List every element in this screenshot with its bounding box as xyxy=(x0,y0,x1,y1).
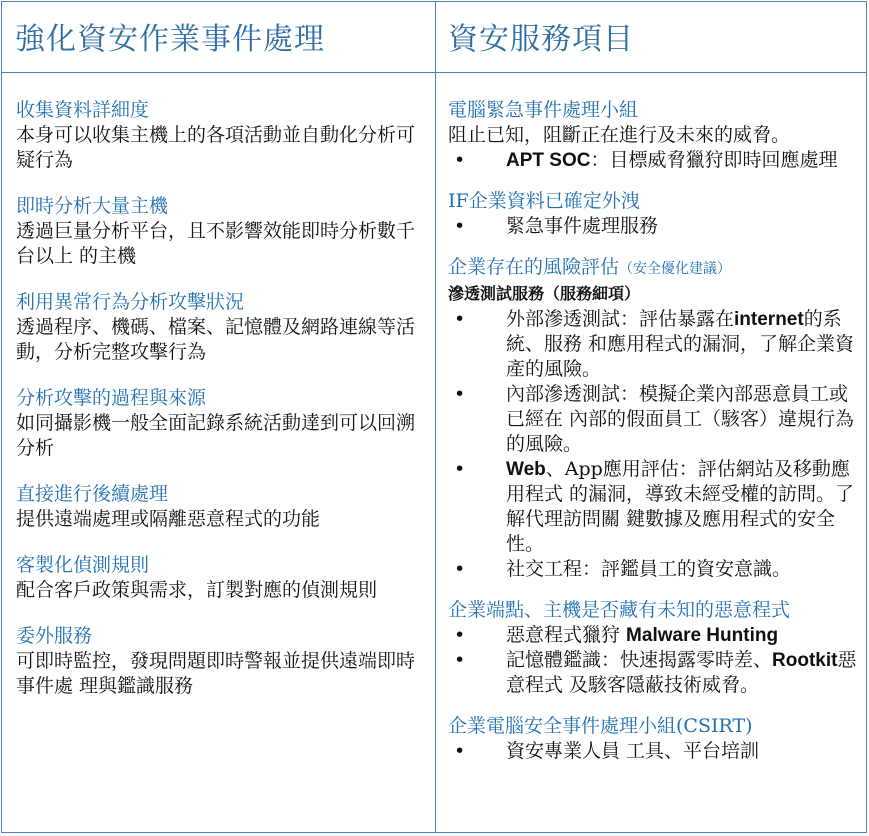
feature-section xyxy=(16,482,421,532)
bullet-text: 惡意程式 及駭客隱蔽技術威脅。 xyxy=(506,649,857,696)
header-divider xyxy=(2,72,866,73)
bullet-icon: • xyxy=(454,649,466,671)
column-divider xyxy=(435,2,436,832)
feature-title: 客製化偵測規則 xyxy=(16,554,150,576)
service-section-leak xyxy=(448,189,858,239)
service-bullet xyxy=(448,648,858,698)
feature-title: 收集資料詳細度 xyxy=(16,99,150,121)
service-bullet xyxy=(448,382,858,457)
bullet-icon: • xyxy=(454,149,466,171)
feature-body: 本身可以收集主機上的各項活動並自動化分析可疑行為 xyxy=(16,124,416,171)
bullet-icon: • xyxy=(454,558,466,580)
service-bullet xyxy=(448,739,858,764)
bullet-icon: • xyxy=(454,215,466,237)
bullet-bold-text: internet xyxy=(734,309,804,330)
risk-title-text: 企業存在的風險評估 xyxy=(448,256,620,278)
feature-title: 直接進行後續處理 xyxy=(16,483,169,505)
bullet-icon: • xyxy=(454,383,466,405)
bullet-text: 社交工程：評鑑員工的資安意識。 xyxy=(506,558,792,580)
left-column xyxy=(16,98,421,720)
bullet-bold-text: Rootkit xyxy=(772,650,838,671)
feature-title: 即時分析大量主機 xyxy=(16,195,169,217)
risk-note: （安全優化建議） xyxy=(619,261,732,277)
bullet-bold-text: Web xyxy=(506,459,546,480)
service-subtitle: 滲透測試服務（服務細項） xyxy=(448,286,641,303)
service-title: IF企業資料已確定外洩 xyxy=(448,190,640,212)
bullet-icon: • xyxy=(454,740,466,762)
service-title xyxy=(448,255,858,282)
service-bullet xyxy=(448,623,858,648)
left-header: 強化資安作業事件處理 xyxy=(15,22,325,57)
feature-title: 分析攻擊的過程與來源 xyxy=(16,387,207,409)
service-section-malware xyxy=(448,598,858,698)
bullet-text: 外部滲透測試：評估暴露在 xyxy=(506,308,735,330)
feature-body: 配合客戶政策與需求，訂製對應的偵測規則 xyxy=(16,579,378,601)
right-column xyxy=(448,98,858,785)
feature-section xyxy=(16,290,421,365)
bullet-icon: • xyxy=(454,624,466,646)
feature-title: 利用異常行為分析攻擊狀況 xyxy=(16,291,245,313)
feature-body: 提供遠端處理或隔離惡意程式的功能 xyxy=(16,508,321,530)
bullet-bold-text: APT SOC xyxy=(506,150,591,171)
service-section-csirt xyxy=(448,714,858,764)
feature-body: 可即時監控，發現問題即時警報並提供遠端即時事件處 理與鑑識服務 xyxy=(16,650,416,697)
service-title: 電腦緊急事件處理小組 xyxy=(448,99,639,121)
right-header: 資安服務項目 xyxy=(448,22,634,57)
bullet-text: 、App應用評估：評估網站及移動應用程式 的漏洞，導致未經受權的訪問。了解代理訪問關 鍵數據及應用程式的安全性。 xyxy=(506,458,855,555)
feature-title: 委外服務 xyxy=(16,625,93,647)
bullet-text: 緊急事件處理服務 xyxy=(506,215,659,237)
bullet-text: ：目標威脅獵狩即時回應處理 xyxy=(590,149,838,171)
feature-section xyxy=(16,386,421,461)
feature-section xyxy=(16,194,421,269)
bullet-icon: • xyxy=(454,458,466,480)
bullet-text: 的系統、服務 和應用程式的漏洞，了解企業資產的風險。 xyxy=(506,308,855,380)
service-bullet xyxy=(448,307,858,382)
service-bullet xyxy=(448,457,858,557)
feature-section xyxy=(16,553,421,603)
bullet-text: 內部滲透測試：模擬企業內部惡意員工或已經在 內部的假面員工（駭客）違規行為的風險。 xyxy=(506,383,855,455)
feature-body: 如同攝影機一般全面記錄系統活動達到可以回溯分析 xyxy=(16,412,416,459)
feature-body: 透過巨量分析平台，且不影響效能即時分析數千台以上 的主機 xyxy=(16,220,416,267)
bullet-bold-text: Malware Hunting xyxy=(626,625,779,646)
service-bullet xyxy=(448,557,858,582)
service-section-risk xyxy=(448,255,858,582)
service-body: 阻止已知，阻斷正在進行及未來的威脅。 xyxy=(448,124,791,146)
service-title: 企業端點、主機是否藏有未知的惡意程式 xyxy=(448,599,791,621)
feature-body: 透過程序、機碼、檔案、記憶體及網路連線等活動，分析完整攻擊行為 xyxy=(16,316,416,363)
content-table xyxy=(1,1,867,833)
service-title: 企業電腦安全事件處理小組(CSIRT) xyxy=(448,715,753,737)
feature-section xyxy=(16,98,421,173)
bullet-text: 惡意程式獵狩 xyxy=(506,624,627,646)
bullet-text: 記憶體鑑識：快速揭露零時差、 xyxy=(506,649,773,671)
bullet-icon: • xyxy=(454,308,466,330)
bullet-text: 資安專業人員 工具、平台培訓 xyxy=(506,740,760,762)
feature-section xyxy=(16,624,421,699)
service-bullet xyxy=(448,214,858,239)
service-section-cert xyxy=(448,98,858,173)
service-bullet xyxy=(448,148,858,173)
